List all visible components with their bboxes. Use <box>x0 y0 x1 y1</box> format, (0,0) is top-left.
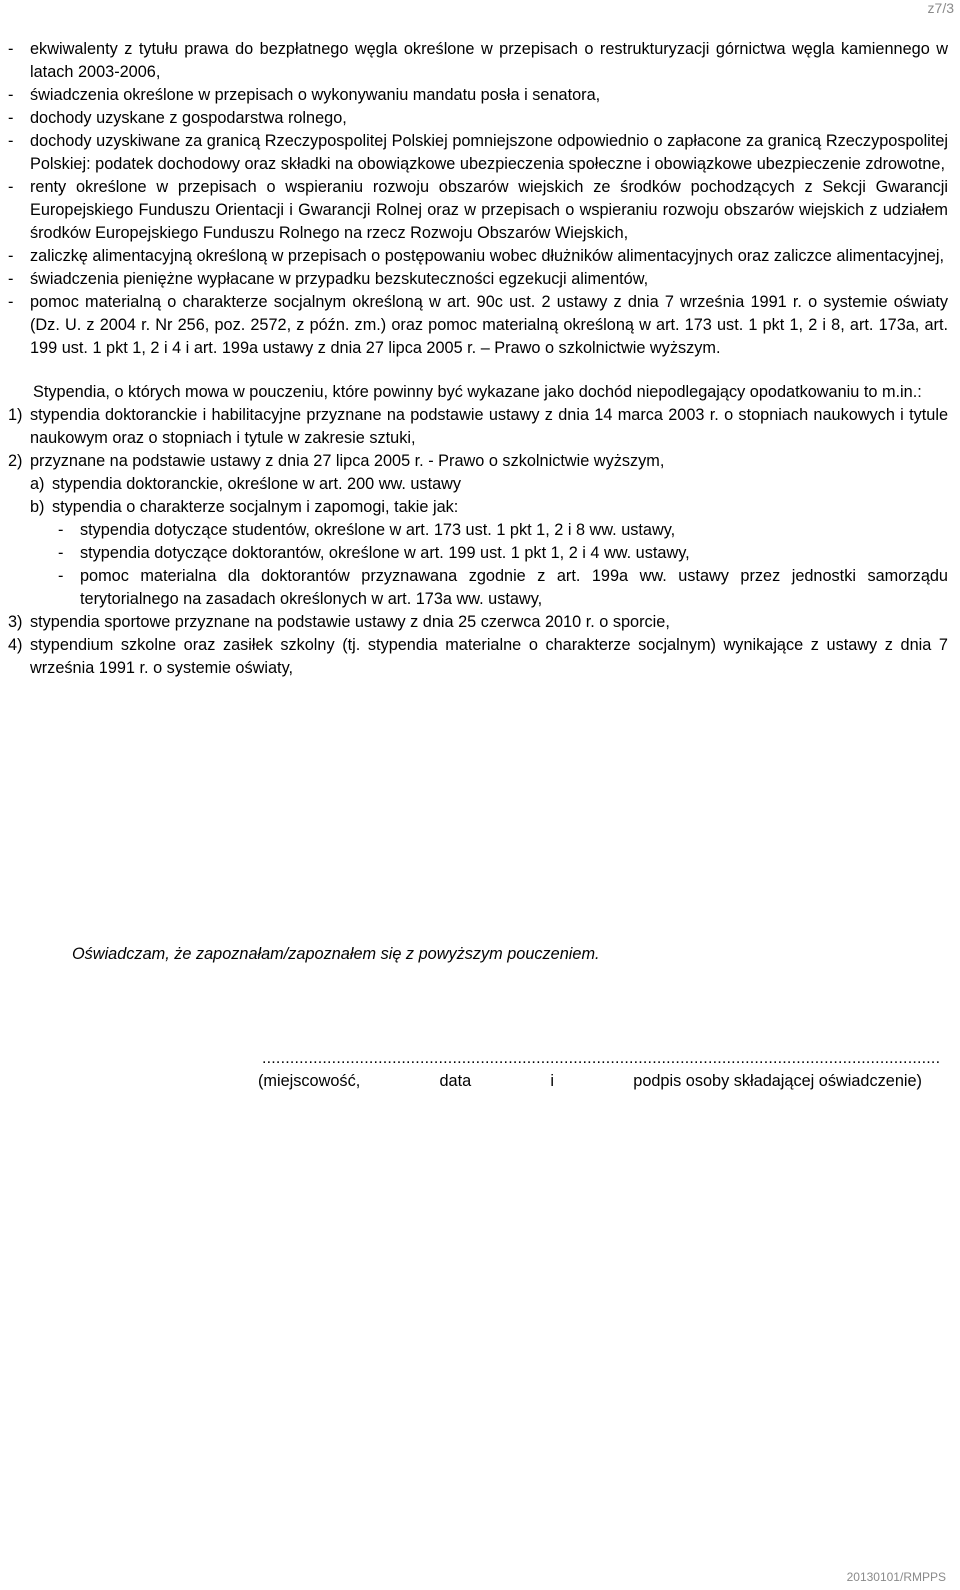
dash-marker: - <box>8 270 14 288</box>
dash-marker: - <box>8 293 14 311</box>
dash-sub-item-text: pomoc materialna dla doktorantów przyznawana zgodnie z art. 199a ww. ustawy przez jednostki samorządu terytorialnego na zasadach określonych w art. 173a ww. ustawy, <box>80 567 948 608</box>
list-item <box>8 84 948 107</box>
sub-item-text: stypendia doktoranckie, określone w art. 200 ww. ustawy <box>52 475 462 493</box>
signature-line: .................................................................................................................................................. <box>262 1050 941 1067</box>
sub-item <box>30 473 948 496</box>
signature-caption-date: data <box>439 1072 472 1090</box>
footer-code: 20130101/RMPPS <box>846 1570 946 1584</box>
numbered-item-text: stypendia doktoranckie i habilitacyjne przyznane na podstawie ustawy z dnia 14 marca 2003 r. o stopniach naukowych i tytule naukowym oraz o stopniach i tytule w zakresie sztuki, <box>30 406 948 447</box>
signature-caption <box>258 1072 922 1091</box>
dash-marker: - <box>8 40 14 58</box>
dash-marker: - <box>58 567 64 585</box>
letter-marker: b) <box>30 498 45 516</box>
numbered-item-text: stypendia sportowe przyznane na podstawie ustawy z dnia 25 czerwca 2010 r. o sporcie, <box>30 613 670 631</box>
list-item-text: dochody uzyskane z gospodarstwa rolnego, <box>30 109 347 127</box>
dash-marker: - <box>58 544 64 562</box>
dash-sub-item <box>58 542 948 565</box>
list-item-text: świadczenia pieniężne wypłacane w przypadku bezskuteczności egzekucji alimentów, <box>30 270 649 288</box>
dash-marker: - <box>8 86 14 104</box>
list-item-text: świadczenia określone w przepisach o wykonywaniu mandatu posła i senatora, <box>30 86 601 104</box>
numbered-item <box>8 404 948 450</box>
signature-caption-and: i <box>550 1072 555 1090</box>
numbered-item <box>8 634 948 680</box>
document-body <box>8 38 948 680</box>
signature-caption-place: (miejscowość, <box>258 1072 361 1090</box>
list-item-text: ekwiwalenty z tytułu prawa do bezpłatnego węgla określone w przepisach o restrukturyzacji górnictwa węgla kamiennego w latach 2003-2006, <box>30 40 948 81</box>
number-marker: 4) <box>8 636 23 654</box>
numbered-item-text: przyznane na podstawie ustawy z dnia 27 lipca 2005 r. - Prawo o szkolnictwie wyższym, <box>30 452 665 470</box>
list-item <box>8 291 948 360</box>
list-item <box>8 38 948 84</box>
list-item <box>8 130 948 176</box>
letter-marker: a) <box>30 475 45 493</box>
dash-sub-item-text: stypendia dotyczące studentów, określone w art. 173 ust. 1 pkt 1, 2 i 8 ww. ustawy, <box>80 521 676 539</box>
dash-marker: - <box>58 521 64 539</box>
number-marker: 2) <box>8 452 23 470</box>
dash-marker: - <box>8 132 14 150</box>
list-item <box>8 245 948 268</box>
dash-marker: - <box>8 178 14 196</box>
list-item-text: dochody uzyskiwane za granicą Rzeczypospolitej Polskiej pomniejszone odpowiednio o zapłacone za granicą Rzeczypospolitej Polskiej: podatek dochodowy oraz składki na obowiązkowe ubezpieczenia społeczne i obowiązkowe ubezpieczenie zdrowotne, <box>30 132 948 173</box>
list-item-text: renty określone w przepisach o wspieraniu rozwoju obszarów wiejskich ze środków pochodzących z Sekcji Gwarancji Europejskiego Funduszu Orientacji i Gwarancji Rolnej oraz w przepisach o wspieraniu rozwoju obszarów wiejskich z udziałem środków Europejskiego Funduszu Rolnego na rzecz Rozwoju Obszarów Wiejskich, <box>30 178 948 242</box>
list-item <box>8 268 948 291</box>
number-marker: 3) <box>8 613 23 631</box>
signature-caption-signature: podpis osoby składającej oświadczenie) <box>633 1072 922 1090</box>
list-item-text: zaliczkę alimentacyjną określoną w przepisach o postępowaniu wobec dłużników alimentacyjnych oraz zaliczce alimentacyjnej, <box>30 247 945 265</box>
list-item <box>8 176 948 245</box>
dash-sub-item <box>58 519 948 542</box>
sub-item-text: stypendia o charakterze socjalnym i zapomogi, takie jak: <box>52 498 459 516</box>
numbered-item <box>8 450 948 473</box>
dash-marker: - <box>8 247 14 265</box>
dash-sub-item-text: stypendia dotyczące doktorantów, określone w art. 199 ust. 1 pkt 1, 2 i 4 ww. ustawy, <box>80 544 690 562</box>
declaration-statement: Oświadczam, że zapoznałam/zapoznałem się z powyższym pouczeniem. <box>72 945 600 963</box>
page-number: z7/3 <box>927 0 954 16</box>
list-item-text: pomoc materialną o charakterze socjalnym określoną w art. 90c ust. 2 ustawy z dnia 7 września 1991 r. o systemie oświaty (Dz. U. z 2004 r. Nr 256, poz. 2572, z późn. zm.) oraz pomoc materialną określoną w art. 173 ust. 1 pkt 1, 2 i 8, art. 173a, art. 199 ust. 1 pkt 1, 2 i 4 i art. 199a ustawy z dnia 27 lipca 2005 r. – Prawo o szkolnictwie wyższym. <box>30 293 948 357</box>
number-marker: 1) <box>8 406 23 424</box>
stipends-intro: Stypendia, o których mowa w pouczeniu, które powinny być wykazane jako dochód niepodlegający opodatkowaniu to m.in.: <box>33 383 922 401</box>
numbered-item-text: stypendium szkolne oraz zasiłek szkolny (tj. stypendia materialne o charakterze socjalnym) wynikające z ustawy z dnia 7 września 1991 r. o systemie oświaty, <box>30 636 948 677</box>
dash-sub-item <box>58 565 948 611</box>
dash-marker: - <box>8 109 14 127</box>
sub-item <box>30 496 948 519</box>
list-item <box>8 107 948 130</box>
numbered-item <box>8 611 948 634</box>
